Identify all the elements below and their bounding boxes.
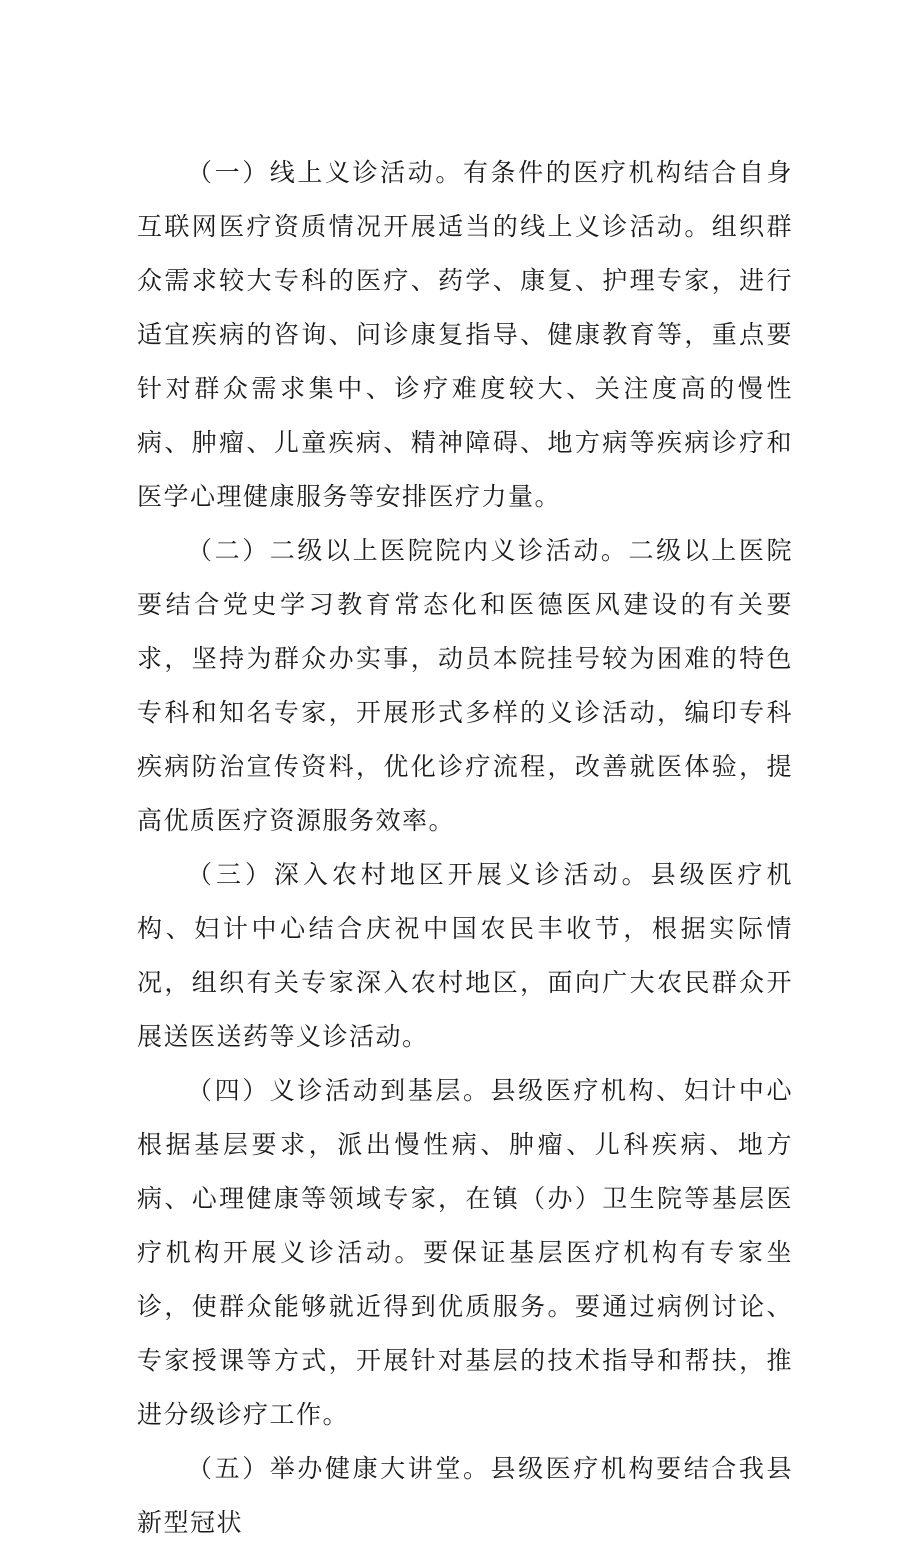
paragraph-health-lecture: （五）举办健康大讲堂。县级医疗机构要结合我县新型冠状 [137,1454,793,1537]
paragraph-online-clinic: （一）线上义诊活动。有条件的医疗机构结合自身互联网医疗资质情况开展适当的线上义诊活动。组织群众需求较大专科的医疗、药学、康复、护理专家，进行适宜疾病的咨询、问诊康复指导、健康教育等，重点要针对群众需求集中、诊疗难度较大、关注度高的慢性病、肿瘤、儿童疾病、精神障碍、地方病等疾病诊疗和医学心理健康服务等安排医疗力量。 [137,158,793,511]
paragraph-rural-clinic: （三）深入农村地区开展义诊活动。县级医疗机构、妇计中心结合庆祝中国农民丰收节，根据实际情况，组织有关专家深入农村地区，面向广大农民群众开展送医送药等义诊活动。 [137,860,793,1051]
paragraph-grassroots-clinic: （四）义诊活动到基层。县级医疗机构、妇计中心根据基层要求，派出慢性病、肿瘤、儿科疾病、地方病、心理健康等领域专家，在镇（办）卫生院等基层医疗机构开展义诊活动。要保证基层医疗机构有专家坐诊，使群众能够就近得到优质服务。要通过病例讨论、专家授课等方式，开展针对基层的技术指导和帮扶，推进分级诊疗工作。 [137,1076,793,1429]
document-body [137,146,793,1550]
paragraph-hospital-clinic: （二）二级以上医院院内义诊活动。二级以上医院要结合党史学习教育常态化和医德医风建设的有关要求，坚持为群众办实事，动员本院挂号较为困难的特色专科和知名专家，开展形式多样的义诊活动，编印专科疾病防治宣传资料，优化诊疗流程，改善就医体验，提高优质医疗资源服务效率。 [137,536,793,835]
